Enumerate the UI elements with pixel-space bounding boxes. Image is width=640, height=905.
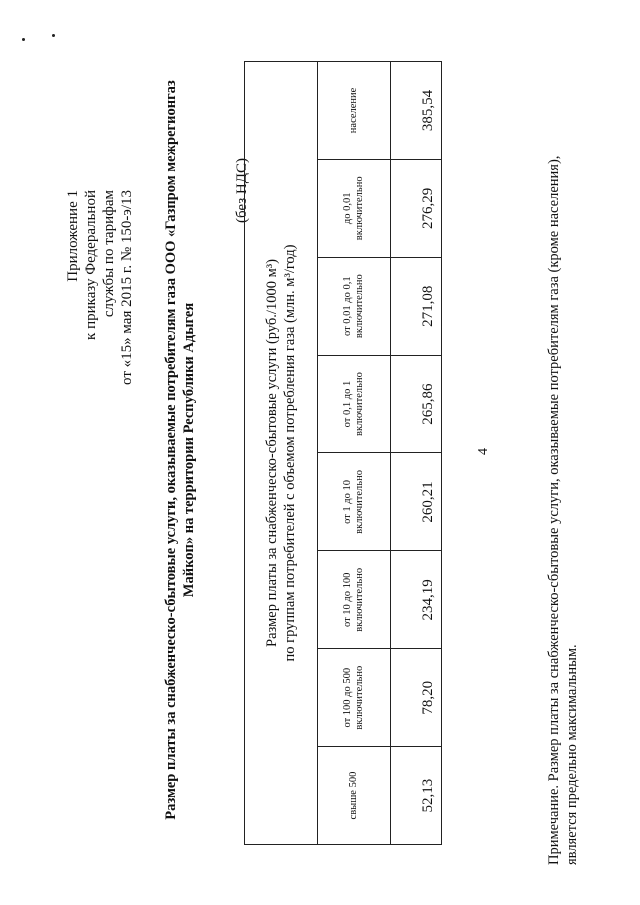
table-header-line: по группам потребителей с объемом потребления газа (млн. м³/год) xyxy=(282,244,298,662)
appendix-line: Приложение 1 xyxy=(65,190,81,282)
tariff-table xyxy=(244,61,442,845)
table-cell: 265,86 xyxy=(391,355,442,453)
table-cell: 234,19 xyxy=(391,551,442,649)
vat-note: (без НДС) xyxy=(234,158,250,224)
footnote-line: Примечание. Размер платы за снабженческо-сбытовые услуги, оказываемые потребителям газа (кроме населения), xyxy=(546,155,562,865)
table-cell: 271,08 xyxy=(391,257,442,355)
column-header: от 1 до 10 включительно xyxy=(318,453,391,551)
table-cell: 385,54 xyxy=(391,62,442,160)
table-row xyxy=(391,62,442,845)
footnote xyxy=(545,45,581,865)
table-cell: 276,29 xyxy=(391,159,442,257)
column-header: от 0,1 до 1 включительно xyxy=(318,355,391,453)
column-header: от 10 до 100 включительно xyxy=(318,551,391,649)
appendix-block xyxy=(64,190,136,510)
appendix-line: от «15» мая 2015 г. № 150-э/13 xyxy=(119,190,135,385)
table-header xyxy=(245,62,318,845)
appendix-line: службы по тарифам xyxy=(101,190,117,318)
appendix-line: к приказу Федеральной xyxy=(83,190,99,340)
table-cell: 78,20 xyxy=(391,649,442,747)
column-header: население xyxy=(318,62,391,160)
footnote-line: является предельно максимальным. xyxy=(564,644,580,865)
column-header-row xyxy=(318,62,391,845)
page-number: 4 xyxy=(476,448,491,455)
column-header: до 0,01 включительно xyxy=(318,159,391,257)
title-line: Майкоп» на территории Республики Адыгея xyxy=(181,302,197,598)
document-title xyxy=(162,55,198,845)
table-header-line: Размер платы за снабженческо-сбытовые услуги (руб./1000 м³) xyxy=(264,259,280,647)
table-cell: 260,21 xyxy=(391,453,442,551)
table-cell: 52,13 xyxy=(391,747,442,845)
column-header: свыше 500 xyxy=(318,747,391,845)
column-header: от 100 до 500 включительно xyxy=(318,649,391,747)
title-line: Размер платы за снабженческо-сбытовые услуги, оказываемые потребителям газа ООО «Газпром межрегионгаз xyxy=(163,80,179,820)
column-header: от 0,01 до 0,1 включительно xyxy=(318,257,391,355)
